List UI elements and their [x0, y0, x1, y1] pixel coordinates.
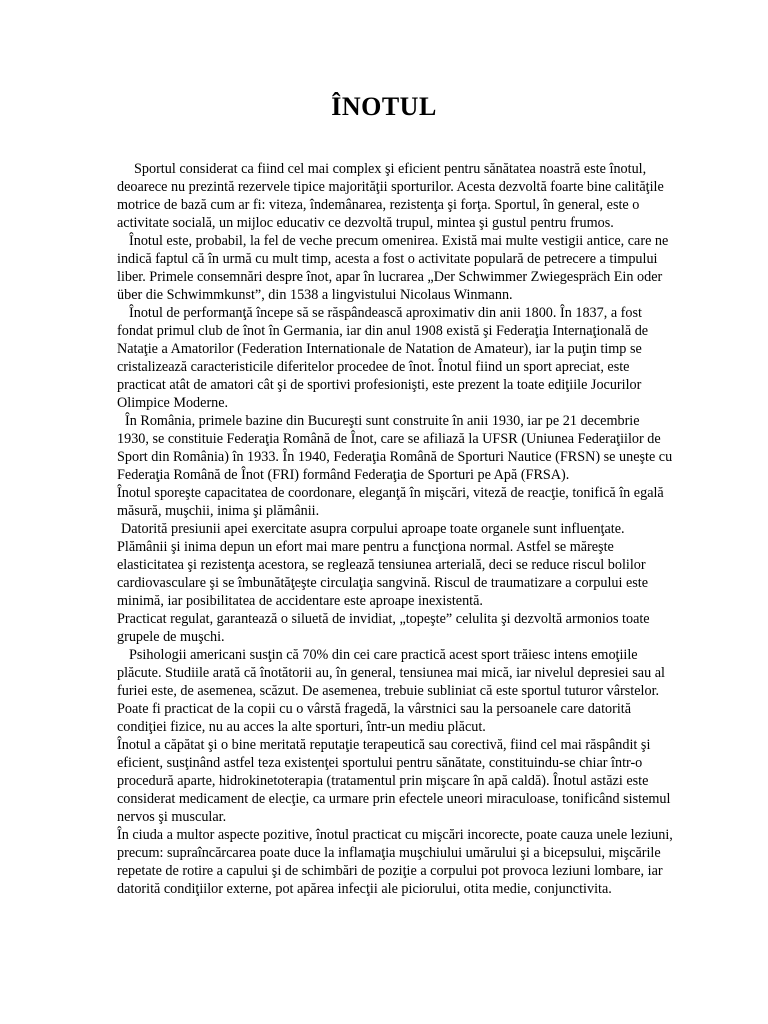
paragraph-injuries: În ciuda a multor aspecte pozitive, înotul practicat cu mişcări incorecte, poate cauza unele leziuni, precum: supraîncărcarea poate duce la inflamaţia muşchiului umărului şi a bicepsului, mişcările repetate de rotire a capului şi de schimbări de poziţie a corpului pot provoca leziuni lombare, iar datorită condiţiilor externe, pot apărea infecţii ale piciorului, otita medie, conjunctivita.: [117, 827, 673, 897]
paragraph-water-pressure: Datorită presiunii apei exercitate asupra corpului aproape toate organele sunt influenţate. Plămânii şi inima depun un efort mai mare pentru a funcţiona normal. Astfel se măreşte elasticitatea şi rezistenţa acestora, se reglează tensiunea arterială, deci se reduce riscul bolilor cardiovasculare şi se îmbunătăţeşte circulaţia sangvină. Riscul de traumatizare a corpului este minimă, iar posibilitatea de accidentare este aproape inexistentă.: [117, 521, 649, 609]
paragraph-intro: Sportul considerat ca fiind cel mai complex şi eficient pentru sănătatea noastră este înotul, deoarece nu prezintă rezervele tipice majorităţii sporturilor. Acesta dezvoltă foarte bine calităţile motrice de bază cum ar fi: viteza, îndemânarea, rezistenţa şi forţa. Sportul, în general, este o activitate socială, un mijloc educativ ce dezvoltă trupul, mintea şi gustul pentru frumos.: [117, 161, 664, 231]
page-title: ÎNOTUL: [331, 92, 437, 121]
paragraph-psychology: Psihologii americani susţin că 70% din cei care practică acest sport trăiesc intens emoţiile plăcute. Studiile arată că înotătorii au, în general, tensiunea mai mică, iar nivelul depresiei sau al furiei este, de asemenea, scăzut. De asemenea, trebuie subliniat că este sportul tuturor vârstelor. Poate fi practicat de la copii cu o vârstă fragedă, la vârstnici sau la persoanele care datorită condiţiei fizice, nu au acces la alte sporturi, într-un mediu plăcut.: [117, 647, 665, 735]
paragraph-benefits: Înotul sporeşte capacitatea de coordonare, eleganţă în mişcări, viteză de reacţie, tonifică în egală măsură, muşchii, inima şi plămânii.: [117, 485, 664, 519]
paragraph-history: Înotul este, probabil, la fel de veche precum omenirea. Există mai multe vestigii antice, care ne indică faptul că în urmă cu mult timp, acesta a fost o activitate populară de petrecere a timpului liber. Primele consemnări despre înot, apar în lucrarea „Der Schwimmer Zwiegespräch Ein oder über die Schwimmkunst”, din 1538 a lingvistului Nicolaus Winmann.: [117, 233, 669, 303]
paragraph-practice: Practicat regulat, garantează o siluetă de invidiat, „topeşte” celulita şi dezvoltă armonios toate grupele de muşchi.: [117, 611, 650, 645]
document-body: [117, 160, 673, 898]
paragraph-performance: Înotul de performanţă începe să se răspândească aproximativ din anii 1800. În 1837, a fost fondat primul club de înot în Germania, iar din anul 1908 există şi Federaţia Internaţională de Nataţie a Amatorilor (Federation Internationale de Natation de Amateur), iar la puţin timp se cristalizează caracteristicile diferitelor procedee de înot. Înotul fiind un sport apreciat, este practicat atât de amatori cât şi de sportivi profesionişti, este prezent la toate ediţiile Jocurilor Olimpice Moderne.: [117, 305, 649, 411]
paragraph-therapy: Înotul a căpătat şi o bine meritată reputaţie terapeutică sau corectivă, fiind cel mai răspândit şi eficient, susţinând astfel teza existenţei sportului pentru sănătate, constituindu-se chiar într-o procedură aparte, hidrokinetoterapia (tratamentul prin mişcare în apă caldă). Înotul astăzi este considerat medicament de elecţie, ca urmare prin efectele uneori miraculoase, tonificând sistemul nervos şi muscular.: [117, 737, 671, 825]
paragraph-romania: În România, primele bazine din Bucureşti sunt construite în anii 1930, iar pe 21 decembrie 1930, se constituie Federaţia Română de Înot, care se afiliază la UFSR (Uniunea Federaţiilor de Sport din România) în 1933. În 1940, Federaţia Română de Sporturi Nautice (FRSN) se uneşte cu Federaţia Română de Înot (FRI) formând Federaţia de Sporturi pe Apă (FRSA).: [117, 413, 673, 483]
